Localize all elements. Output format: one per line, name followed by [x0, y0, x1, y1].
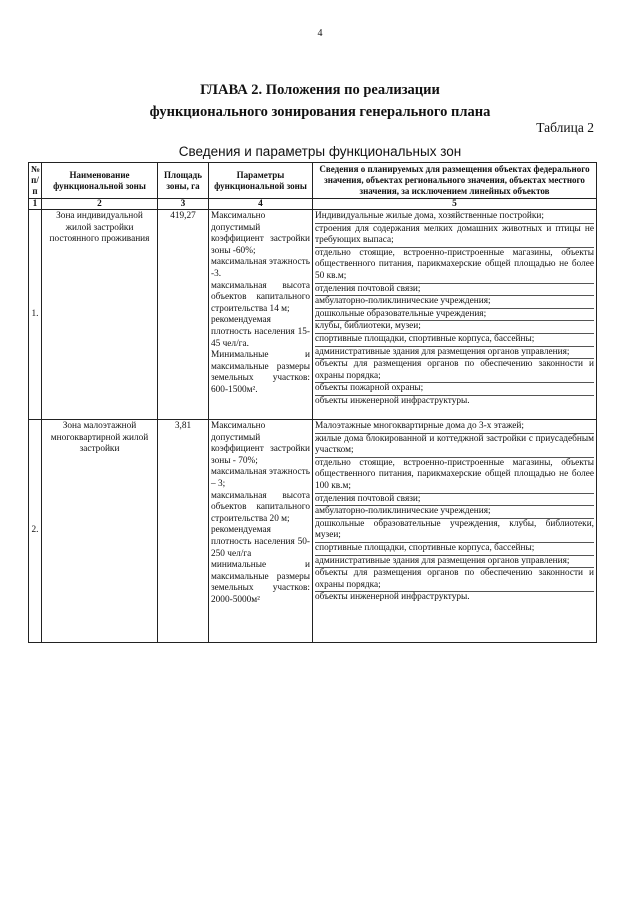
param-line: максимальная этажность – 3; [211, 467, 310, 489]
table-row [29, 210, 597, 420]
column-number: 3 [158, 199, 209, 210]
object-line: жилые дома блокированной и коттеджной застройки с приусадебным участком; [315, 434, 594, 458]
row-number: 1. [29, 210, 42, 420]
param-line: рекомендуемая плотность населения 15-45 чел/га. [211, 315, 310, 349]
zone-area: 419,27 [158, 210, 209, 420]
param-line: рекомендуемая плотность населения 50-250 чел/га [211, 525, 310, 559]
object-line: отделения почтовой связи; [315, 284, 594, 297]
object-line: клубы, библиотеки, музеи; [315, 321, 594, 334]
header-name: Наименование функциональной зоны [42, 163, 158, 199]
header-params: Параметры функциональной зоны [209, 163, 313, 199]
object-line: амбулаторно-поликлинические учреждения; [315, 296, 594, 309]
object-line: отдельно стоящие, встроенно-пристроенные магазины, объекты общественного питания, парикмахерские общей площадью не более 50 кв.м; [315, 248, 594, 284]
object-line: дошкольные образовательные учреждения; [315, 309, 594, 322]
object-line: административные здания для размещения органов управления; [315, 556, 594, 569]
object-line: объекты для размещения органов по обеспечению законности и охраны порядка; [315, 359, 594, 383]
table-label: Таблица 2 [536, 120, 594, 135]
object-line: объекты для размещения органов по обеспечению законности и охраны порядка; [315, 568, 594, 592]
chapter-title-line-1: ГЛАВА 2. Положения по реализации [200, 82, 440, 98]
param-line: максимальная высота объектов капитального строительства 20 м; [211, 490, 310, 524]
zone-params [209, 420, 313, 643]
object-line: объекты инженерной инфраструктуры. [315, 592, 470, 603]
object-line: объекты инженерной инфраструктуры. [315, 395, 470, 406]
header-num: № п/п [29, 163, 42, 199]
object-line: объекты пожарной охраны; [315, 383, 594, 396]
column-number: 2 [42, 199, 158, 210]
zone-name: Зона индивидуальной жилой застройки постоянного проживания [42, 210, 158, 420]
header-objects: Сведения о планируемых для размещения объектах федерального значения, объектах регионального значения, объектах местного значения, за исключением линейных объектов [313, 163, 597, 199]
param-line: Максимально допустимый коэффициент застройки зоны - 70%; [211, 421, 310, 466]
object-line: отдельно стоящие, встроенно-пристроенные магазины, объекты общественного питания, парикмахерские общей площадью не более 100 кв.м; [315, 458, 594, 494]
column-number: 4 [209, 199, 313, 210]
zone-name: Зона малоэтажной многоквартирной жилой застройки [42, 420, 158, 643]
object-line: Индивидуальные жилые дома, хозяйственные постройки; [315, 211, 594, 224]
table-caption: Сведения и параметры функциональных зон [178, 144, 462, 159]
chapter-title-line-2: функционального зонирования генерального плана [149, 104, 491, 120]
page-number: 4 [317, 28, 323, 39]
zone-area: 3,81 [158, 420, 209, 643]
object-line: Малоэтажные многоквартирные дома до 3-х этажей; [315, 421, 594, 434]
param-line: максимальная высота объектов капитального строительства 14 м; [211, 280, 310, 314]
object-line: спортивные площадки, спортивные корпуса, бассейны; [315, 334, 594, 347]
column-number: 1 [29, 199, 42, 210]
param-line: максимальная этажность -3. [211, 257, 310, 279]
zones-table [28, 162, 597, 643]
param-line: Максимально допустимый коэффициент застройки зоны -60%; [211, 211, 310, 256]
chapter-title [0, 79, 640, 123]
object-line: амбулаторно-поликлинические учреждения; [315, 506, 594, 519]
column-number-row [29, 199, 597, 210]
table-header-row [29, 163, 597, 199]
object-line: отделения почтовой связи; [315, 494, 594, 507]
column-number: 5 [313, 199, 597, 210]
header-area: Площадь зоны, га [158, 163, 209, 199]
param-line: минимальные и максимальные размеры земельных участков: 2000-5000м² [211, 560, 310, 605]
object-line: строения для содержания мелких домашних животных и птицы не требующих выпаса; [315, 224, 594, 248]
zone-objects [313, 420, 597, 643]
table-row [29, 420, 597, 643]
object-line: административные здания для размещения органов управления; [315, 347, 594, 360]
zone-objects [313, 210, 597, 420]
row-number: 2. [29, 420, 42, 643]
zone-params [209, 210, 313, 420]
param-line: Минимальные и максимальные размеры земельных участков: 600-1500м². [211, 350, 310, 395]
object-line: дошкольные образовательные учреждения, клубы, библиотеки, музеи; [315, 519, 594, 543]
object-line: спортивные площадки, спортивные корпуса, бассейны; [315, 543, 594, 556]
